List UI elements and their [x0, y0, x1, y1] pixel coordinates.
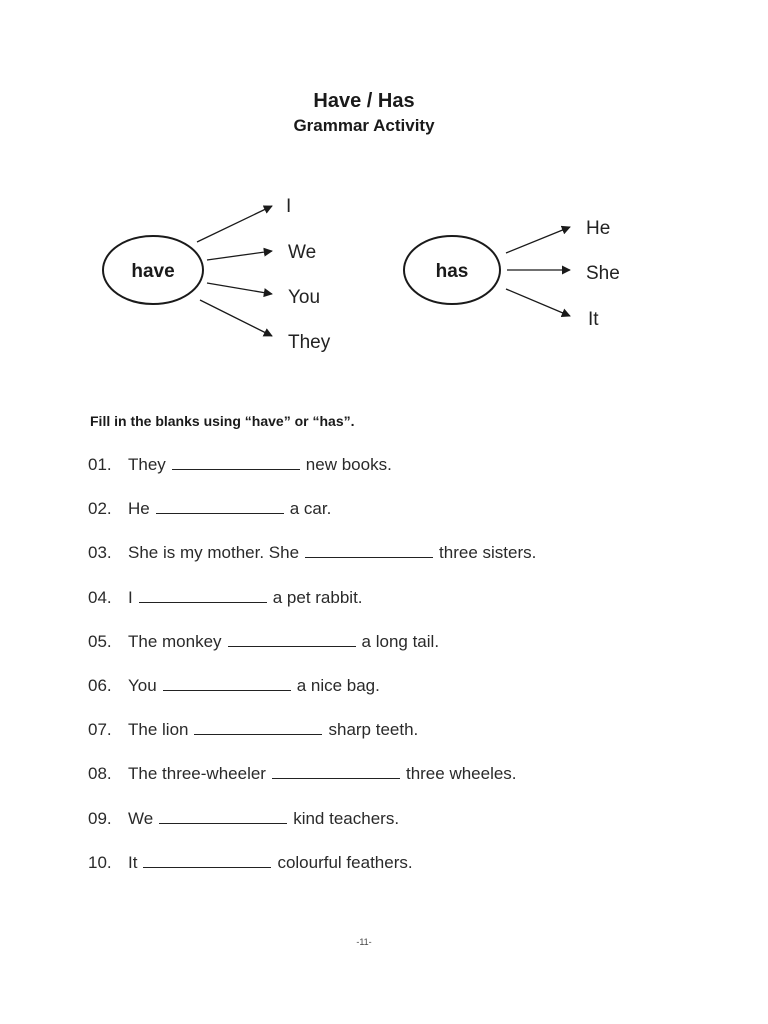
exercise-text-after: three sisters.: [439, 543, 537, 562]
exercise-item: [88, 588, 363, 608]
exercise-text-after: new books.: [305, 455, 392, 474]
answer-blank[interactable]: [272, 777, 400, 779]
exercise-number: 06.: [88, 676, 112, 695]
exercise-text-after: sharp teeth.: [328, 720, 419, 739]
exercise-item: [88, 764, 517, 784]
exercise-item: [88, 455, 392, 475]
exercise-item: [88, 809, 399, 829]
answer-blank[interactable]: [143, 866, 271, 868]
exercise-text-before: The three-wheeler: [128, 764, 266, 783]
exercise-item: [88, 853, 413, 873]
exercise-number: 10.: [88, 853, 112, 872]
exercise-number: 01.: [88, 455, 112, 474]
exercise-item: [88, 676, 380, 696]
arrow-has-he: [506, 227, 570, 253]
arrow-have-you: [207, 283, 272, 294]
exercise-text-before: We: [128, 809, 154, 828]
exercise-text-after: a nice bag.: [296, 676, 380, 695]
answer-blank[interactable]: [172, 468, 300, 470]
answer-blank[interactable]: [228, 645, 356, 647]
exercise-text-after: a long tail.: [361, 632, 440, 651]
exercise-text-after: colourful feathers.: [277, 853, 413, 872]
pronoun-we: We: [288, 242, 317, 263]
exercise-number: 08.: [88, 764, 112, 783]
has-word: has: [435, 261, 469, 282]
have-word: have: [131, 261, 175, 282]
exercise-number: 04.: [88, 588, 112, 607]
page-number: -11-: [356, 937, 372, 947]
exercise-text-before: The monkey: [128, 632, 222, 651]
answer-blank[interactable]: [305, 556, 433, 558]
exercise-text-after: kind teachers.: [293, 809, 400, 828]
exercise-text-before: He: [128, 499, 150, 518]
page-subtitle: Grammar Activity: [293, 116, 435, 135]
page-title: Have / Has: [313, 90, 415, 112]
exercise-number: 03.: [88, 543, 112, 562]
arrow-have-i: [197, 206, 272, 242]
answer-blank[interactable]: [156, 512, 284, 514]
answer-blank[interactable]: [194, 733, 322, 735]
exercise-number: 02.: [88, 499, 112, 518]
exercise-text-before: You: [128, 676, 157, 695]
exercise-text-after: three wheeles.: [405, 764, 517, 783]
exercise-text-before: It: [128, 853, 138, 872]
exercise-item: [88, 499, 331, 519]
arrow-have-we: [207, 251, 272, 260]
exercise-text-after: a pet rabbit.: [272, 588, 363, 607]
exercise-text-before: They: [128, 455, 166, 474]
pronoun-they: They: [288, 332, 331, 353]
pronoun-it: It: [588, 309, 599, 330]
exercise-text-before: I: [128, 588, 133, 607]
exercise-number: 09.: [88, 809, 112, 828]
exercise-text-before: She is my mother. She: [128, 543, 300, 562]
exercise-number: 05.: [88, 632, 112, 651]
pronoun-he: He: [586, 218, 611, 239]
exercise-item: [88, 720, 418, 740]
answer-blank[interactable]: [163, 689, 291, 691]
pronoun-she: She: [586, 263, 620, 284]
arrow-have-they: [200, 300, 272, 336]
pronoun-you: You: [288, 287, 321, 308]
pronoun-i: I: [286, 196, 292, 217]
exercise-text-before: The lion: [128, 720, 189, 739]
exercise-item: [88, 632, 439, 652]
answer-blank[interactable]: [159, 822, 287, 824]
answer-blank[interactable]: [139, 601, 267, 603]
instruction-text: Fill in the blanks using “have” or “has”.: [90, 413, 355, 429]
exercise-item: [88, 543, 536, 563]
have-has-diagram: [0, 0, 768, 380]
arrow-has-it: [506, 289, 570, 316]
exercise-text-after: a car.: [289, 499, 332, 518]
exercise-number: 07.: [88, 720, 112, 739]
